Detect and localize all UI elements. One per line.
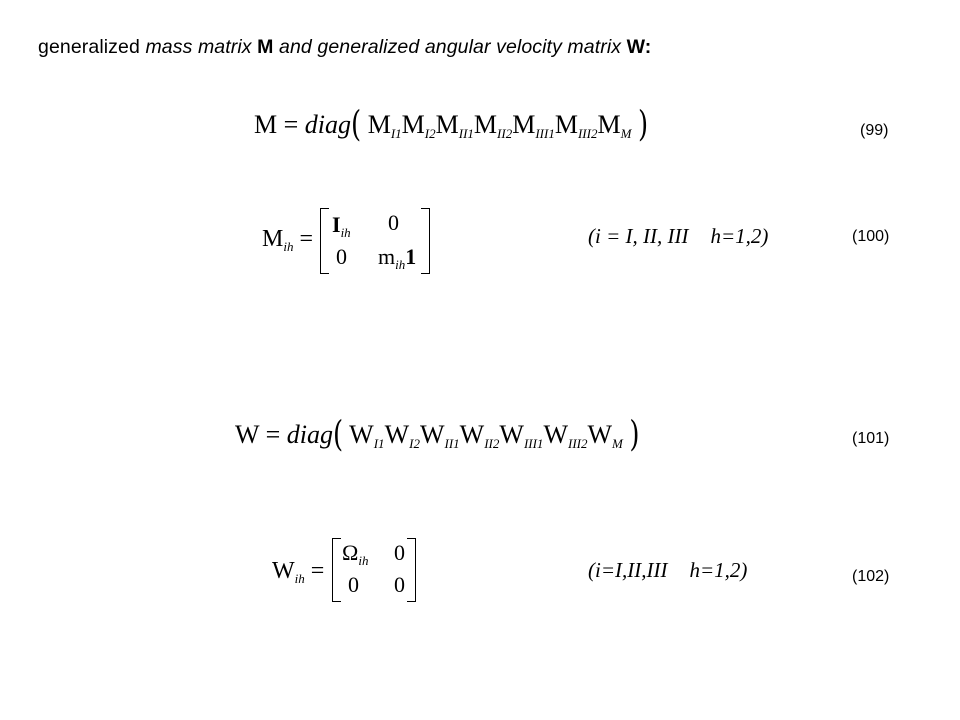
eq99-close-paren: ) — [637, 104, 649, 146]
eq99-term-sub: I2 — [424, 126, 436, 141]
eq99-open-paren: ( — [351, 104, 362, 146]
matrix-102-a12: 0 — [394, 540, 405, 565]
eq101-term-base: W — [384, 420, 410, 449]
eq101-close-paren: ) — [629, 414, 640, 456]
eq101-term-6 — [543, 420, 587, 449]
eq101-term-sub: I1 — [373, 436, 385, 451]
eq101-term-base: W — [459, 420, 485, 449]
eq102-equals: = — [304, 558, 325, 584]
equation-100-lhs — [262, 226, 313, 253]
a22-sub: ih — [395, 257, 406, 272]
eq100-lhs: M — [262, 226, 284, 252]
eq99-term-base: M — [512, 110, 536, 139]
eq99-term-1 — [368, 110, 402, 139]
eq101-term-base: W — [543, 420, 568, 449]
equation-number-100: (100) — [852, 228, 890, 245]
eq101-lhs: W — [235, 420, 260, 449]
eq99-term-sub: I1 — [390, 126, 402, 141]
equation-99 — [254, 104, 649, 146]
matrix-100 — [320, 208, 430, 274]
eq99-equals: = — [277, 110, 305, 139]
a11-omega: Ω — [342, 540, 359, 565]
eq102-cond-2: h=1,2) — [689, 558, 748, 582]
heading-part-1: generalized — [38, 36, 146, 58]
equation-number-99: (99) — [860, 122, 889, 139]
eq100-equals: = — [293, 226, 314, 252]
eq101-terms — [349, 420, 623, 449]
eq99-terms — [368, 110, 632, 139]
eq102-lhs-sub: ih — [294, 571, 305, 586]
eq101-diag: diag — [286, 420, 333, 449]
eq99-term-base: M — [554, 110, 578, 139]
eq99-term-2 — [402, 110, 436, 139]
eq99-term-base: M — [435, 110, 459, 139]
eq99-term-sub: III1 — [535, 126, 555, 141]
matrix-100-left-bracket — [320, 208, 329, 274]
eq99-term-base: M — [473, 110, 498, 139]
equation-number-102: (102) — [852, 568, 890, 585]
eq99-term-base: M — [367, 110, 391, 139]
eq101-term-2 — [385, 420, 420, 449]
heading-part-3: M — [257, 36, 274, 58]
equation-102-lhs — [272, 558, 324, 585]
a11-base: I — [332, 212, 341, 237]
eq99-diag: diag — [304, 110, 352, 139]
eq102-lhs: W — [272, 558, 295, 584]
matrix-102 — [332, 538, 416, 602]
eq101-term-sub: III2 — [567, 436, 588, 451]
matrix-100-a11 — [332, 212, 351, 238]
slide-heading — [38, 36, 651, 59]
equation-102-condition — [588, 558, 747, 583]
matrix-100-a21: 0 — [336, 244, 347, 269]
eq101-equals: = — [259, 420, 287, 449]
eq101-term-sub: M — [612, 436, 623, 451]
matrix-100-a12: 0 — [388, 210, 399, 235]
eq99-term-6 — [555, 110, 598, 139]
eq101-term-5 — [499, 420, 543, 449]
matrix-100-right-bracket — [421, 208, 430, 274]
matrix-102-a22: 0 — [394, 572, 405, 597]
eq100-lhs-sub: ih — [283, 239, 294, 254]
a11-sub: ih — [340, 225, 351, 240]
eq99-lhs: M — [254, 110, 278, 139]
heading-part-2: mass matrix — [145, 36, 258, 58]
eq99-term-3 — [436, 110, 474, 139]
equation-number-101: (101) — [852, 430, 890, 447]
eq101-term-4 — [460, 420, 500, 449]
equation-101 — [235, 414, 640, 456]
eq99-term-base: M — [401, 110, 425, 139]
eq100-cond-1: (i = I, II, III — [588, 224, 689, 248]
eq101-open-paren: ( — [332, 414, 344, 456]
matrix-102-a11 — [342, 540, 368, 566]
eq101-term-base: W — [587, 420, 613, 449]
eq99-term-7 — [597, 110, 631, 139]
eq100-cond-2: h=1,2) — [710, 224, 769, 248]
eq99-term-sub: II2 — [497, 126, 513, 141]
eq101-term-1 — [349, 420, 384, 449]
heading-part-4: and generalized angular velocity matrix — [273, 36, 627, 58]
matrix-100-a22 — [378, 244, 416, 270]
eq101-term-sub: I2 — [409, 436, 420, 451]
eq102-cond-1: (i=I,II,III — [588, 558, 668, 582]
eq99-term-sub: III2 — [577, 126, 598, 141]
matrix-102-right-bracket — [407, 538, 416, 602]
equation-100-condition — [588, 224, 768, 249]
eq99-term-base: M — [597, 110, 621, 139]
eq101-term-sub: III1 — [523, 436, 544, 451]
eq101-term-7 — [587, 420, 622, 449]
eq99-term-5 — [512, 110, 555, 139]
a11-omega-sub: ih — [358, 553, 369, 568]
eq101-term-base: W — [499, 420, 524, 449]
eq101-term-sub: II1 — [444, 436, 460, 451]
eq101-term-base: W — [349, 420, 374, 449]
eq99-term-sub: II1 — [458, 126, 474, 141]
matrix-102-a21: 0 — [348, 572, 359, 597]
a22-one: 1 — [405, 244, 417, 269]
matrix-102-left-bracket — [332, 538, 341, 602]
eq99-term-sub: M — [620, 126, 632, 141]
eq101-term-base: W — [419, 420, 445, 449]
eq99-term-4 — [474, 110, 512, 139]
a22-base: m — [378, 244, 396, 269]
heading-part-5: W: — [626, 36, 652, 58]
eq101-term-sub: II2 — [484, 436, 500, 451]
eq101-term-3 — [420, 420, 460, 449]
